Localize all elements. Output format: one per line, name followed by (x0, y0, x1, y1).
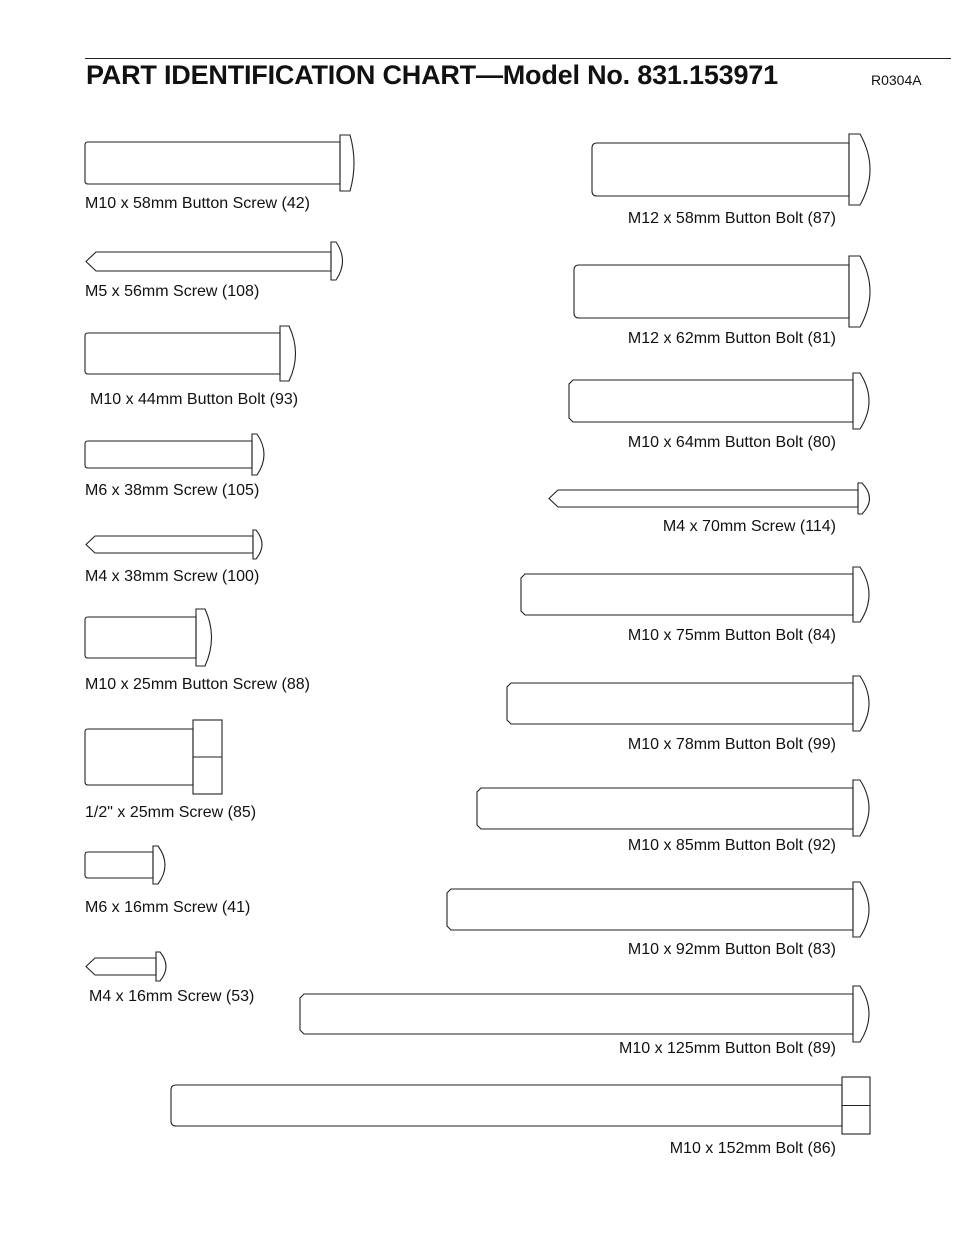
part-drawing-7 (85, 846, 165, 884)
part-label-13: M10 x 75mm Button Bolt (84) (627, 627, 836, 644)
part-drawing-16 (447, 882, 869, 937)
part-label-8: M4 x 16mm Screw (53) (89, 988, 255, 1005)
part-drawing-6 (85, 720, 222, 794)
part-label-10: M12 x 62mm Button Bolt (81) (627, 330, 836, 347)
part-drawing-0 (85, 135, 354, 191)
part-drawing-8 (86, 952, 166, 981)
page-title: PART IDENTIFICATION CHART—Model No. 831.153971 (86, 60, 778, 90)
reference-code: R0304A (871, 72, 922, 88)
part-drawing-4 (86, 530, 262, 559)
part-drawing-13 (521, 567, 869, 622)
part-drawing-9 (592, 134, 870, 205)
part-drawing-2 (85, 326, 296, 381)
part-drawing-11 (569, 373, 869, 429)
part-label-14: M10 x 78mm Button Bolt (99) (627, 736, 836, 753)
part-label-5: M10 x 25mm Button Screw (88) (85, 676, 310, 693)
part-drawing-12 (549, 483, 870, 514)
part-drawing-14 (507, 676, 869, 731)
part-drawing-5 (85, 609, 212, 666)
part-drawing-1 (86, 242, 343, 280)
part-drawing-10 (574, 256, 870, 327)
part-label-9: M12 x 58mm Button Bolt (87) (627, 210, 836, 227)
part-label-15: M10 x 85mm Button Bolt (92) (627, 837, 836, 854)
part-label-2: M10 x 44mm Button Bolt (93) (90, 391, 299, 408)
part-label-17: M10 x 125mm Button Bolt (89) (619, 1040, 836, 1057)
part-label-16: M10 x 92mm Button Bolt (83) (627, 941, 836, 958)
part-label-1: M5 x 56mm Screw (108) (85, 283, 260, 300)
part-label-6: 1/2" x 25mm Screw (85) (85, 804, 257, 821)
part-label-3: M6 x 38mm Screw (105) (85, 482, 260, 499)
part-label-18: M10 x 152mm Bolt (86) (669, 1140, 836, 1157)
part-drawing-17 (300, 986, 869, 1042)
part-label-11: M10 x 64mm Button Bolt (80) (627, 434, 836, 451)
part-label-7: M6 x 16mm Screw (41) (85, 899, 251, 916)
part-drawing-18 (171, 1077, 870, 1134)
part-label-0: M10 x 58mm Button Screw (42) (85, 195, 310, 212)
part-drawing-15 (477, 780, 869, 836)
part-label-4: M4 x 38mm Screw (100) (85, 568, 260, 585)
part-label-12: M4 x 70mm Screw (114) (662, 518, 836, 535)
part-drawing-3 (85, 434, 264, 475)
